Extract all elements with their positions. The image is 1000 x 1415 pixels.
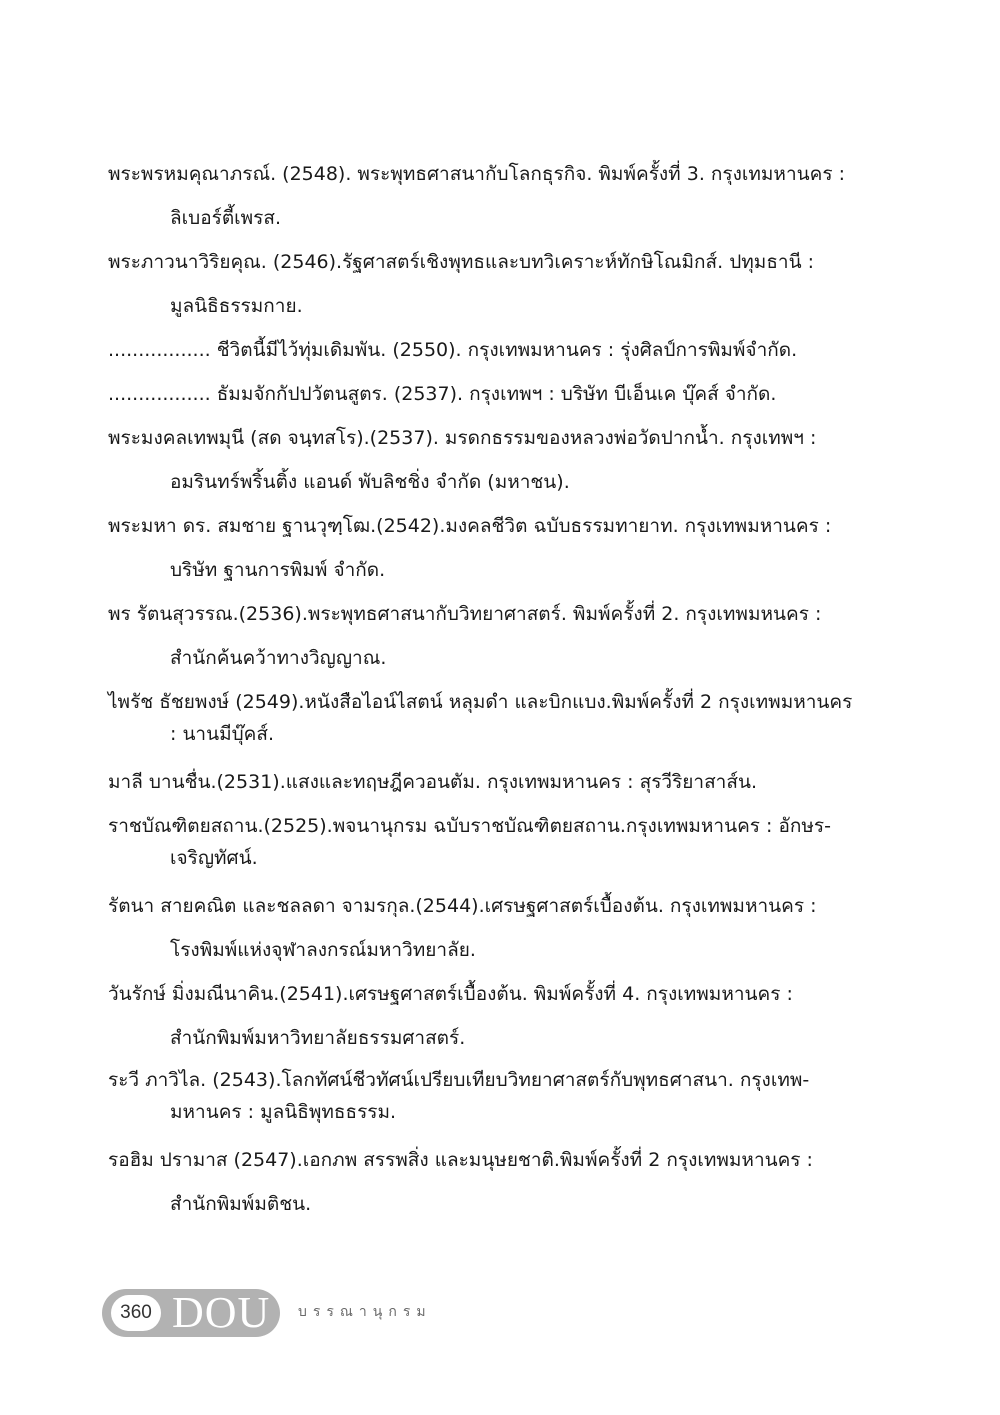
reference-line: พระภาวนาวิริยคุณ. (2546).รัฐศาสตร์เชิงพุทธและบทวิเคราะห์ทักษิโณมิกส์. ปทุมธานี : (108, 251, 815, 273)
reference-entry (108, 598, 898, 686)
reference-line-continuation: เจริญทัศน์. (170, 847, 258, 869)
footer-badge (102, 1289, 280, 1337)
page-number: 360 (111, 1295, 161, 1331)
reference-line-continuation: มหานคร : มูลนิธิพุทธธรรม. (170, 1101, 397, 1123)
reference-line: พระมงคลเทพมุนี (สด จนฺทสโร).(2537). มรดกธรรมของหลวงพ่อวัดปากน้ำ. กรุงเทพฯ : (108, 427, 817, 449)
reference-line: ................. ชีวิตนี้มีไว้ทุ่มเดิมพัน. (2550). กรุงเทพมหานคร : รุ่งศิลป์การพิมพ์จำกัด. (108, 339, 798, 361)
reference-line-continuation: อมรินทร์พริ้นติ้ง แอนด์ พับลิชชิ่ง จำกัด (มหาชน). (170, 471, 570, 493)
reference-entry (108, 422, 898, 510)
section-title: บรรณานุกรม (298, 1304, 432, 1320)
reference-entry (108, 810, 898, 890)
reference-line: มาลี บานชื่น.(2531).แสงและทฤษฎีควอนตัม. กรุงเทพมหานคร : สุรวีริยาสาส์น. (108, 771, 757, 793)
reference-line-continuation: โรงพิมพ์แห่งจุฬาลงกรณ์มหาวิทยาลัย. (170, 939, 476, 961)
reference-line: วันรักษ์ มิ่งมณีนาคิน.(2541).เศรษฐศาสตร์เบื้องต้น. พิมพ์ครั้งที่ 4. กรุงเทพมหานคร : (108, 983, 793, 1005)
reference-entry (108, 686, 898, 766)
reference-line-continuation: บริษัท ฐานการพิมพ์ จำกัด. (170, 559, 386, 581)
reference-entry (108, 1064, 898, 1144)
reference-list (108, 158, 898, 1232)
reference-line: ไพรัช ธัชยพงษ์ (2549).หนังสือไอน์ไสตน์ หลุมดำ และบิกแบง.พิมพ์ครั้งที่ 2 กรุงเทพมหานคร (108, 691, 853, 713)
reference-line-continuation: ลิเบอร์ตี้เพรส. (170, 207, 282, 229)
reference-line-continuation: สำนักค้นคว้าทางวิญญาณ. (170, 647, 387, 669)
reference-line-continuation: มูลนิธิธรรมกาย. (170, 295, 303, 317)
reference-line: พระพรหมคุณาภรณ์. (2548). พระพุทธศาสนากับโลกธุรกิจ. พิมพ์ครั้งที่ 3. กรุงเทมหานคร : (108, 163, 845, 185)
brand-logo: DOU (172, 1288, 271, 1337)
reference-entry (108, 158, 898, 246)
reference-line: ราชบัณฑิตยสถาน.(2525).พจนานุกรม ฉบับราชบัณฑิตยสถาน.กรุงเทพมหานคร : อักษร- (108, 815, 831, 837)
reference-line: ................. ธัมมจักกัปปวัตนสูตร. (2537). กรุงเทพฯ : บริษัท บีเอ็นเค บุ๊คส์ จำกัด. (108, 383, 777, 405)
reference-line: พร รัตนสุวรรณ.(2536).พระพุทธศาสนากับวิทยาศาสตร์. พิมพ์ครั้งที่ 2. กรุงเทพมหนคร : (108, 603, 822, 625)
reference-line: ระวี ภาวิไล. (2543).โลกทัศน์ชีวทัศน์เปรียบเทียบวิทยาศาสตร์กับพุทธศาสนา. กรุงเทพ- (108, 1069, 810, 1091)
reference-entry (108, 766, 898, 810)
reference-line-continuation: สำนักพิมพ์มหาวิทยาลัยธรรมศาสตร์. (170, 1027, 466, 1049)
reference-entry (108, 246, 898, 334)
reference-line: พระมหา ดร. สมชาย ฐานวุฑฺโฒ.(2542).มงคลชีวิต ฉบับธรรมทายาท. กรุงเทพมหานคร : (108, 515, 832, 537)
reference-entry (108, 1144, 898, 1232)
reference-entry (108, 510, 898, 598)
reference-line: รัตนา สายคณิต และชลลดา จามรกุล.(2544).เศรษฐศาสตร์เบื้องต้น. กรุงเทพมหานคร : (108, 895, 817, 917)
reference-line-continuation: สำนักพิมพ์มติชน. (170, 1193, 312, 1215)
reference-entry (108, 334, 898, 378)
reference-entry (108, 978, 898, 1064)
reference-line-continuation: : นานมีบุ๊คส์. (170, 723, 275, 745)
reference-line: รอฮิม ปรามาส (2547).เอกภพ สรรพสิ่ง และมนุษยชาติ.พิมพ์ครั้งที่ 2 กรุงเทพมหานคร : (108, 1149, 813, 1171)
reference-entry (108, 890, 898, 978)
page-footer (102, 1289, 502, 1339)
reference-entry (108, 378, 898, 422)
